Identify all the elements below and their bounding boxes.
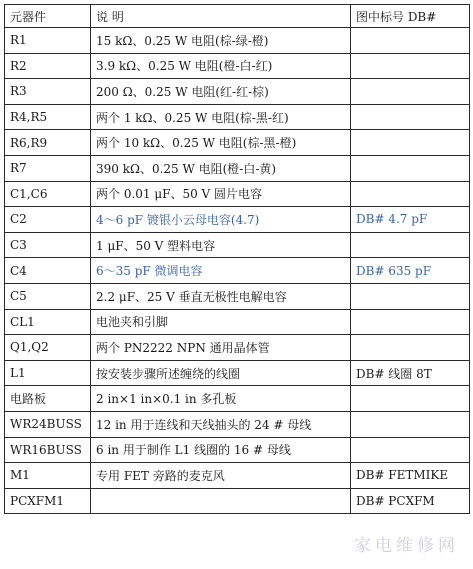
cell-component: C1,C6 [5,181,91,207]
cell-component: R6,R9 [5,130,91,156]
cell-component: R2 [5,53,91,79]
cell-label [351,79,470,105]
cell-label: DB# 线圈 8T [351,360,470,386]
table-row [5,488,470,514]
table-row [5,437,470,463]
cell-component: 电路板 [5,386,91,412]
cell-description: 两个 10 kΩ、0.25 W 电阻(棕-黑-橙) [91,130,351,156]
table-row [5,232,470,258]
table-row [5,463,470,489]
cell-component: Q1,Q2 [5,335,91,361]
cell-component: WR16BUSS [5,437,91,463]
cell-label [351,130,470,156]
cell-component: C3 [5,232,91,258]
cell-label [351,309,470,335]
header-row [5,5,470,28]
cell-description: 1 μF、50 V 塑料电容 [91,232,351,258]
watermark: 家电维修网 [354,536,459,556]
cell-component: C2 [5,207,91,233]
table-row [5,53,470,79]
cell-description: 3.9 kΩ、0.25 W 电阻(橙-白-红) [91,53,351,79]
cell-label [351,411,470,437]
cell-component: PCXFM1 [5,488,91,514]
cell-label [351,335,470,361]
cell-component: C5 [5,283,91,309]
cell-description: 两个 PN2222 NPN 通用晶体管 [91,335,351,361]
cell-component: CL1 [5,309,91,335]
cell-description: 390 kΩ、0.25 W 电阻(橙-白-黄) [91,155,351,181]
table-row [5,104,470,130]
table-row [5,258,470,284]
cell-label [351,155,470,181]
table-row [5,283,470,309]
cell-component: C4 [5,258,91,284]
table-row [5,335,470,361]
cell-label [351,232,470,258]
table-row [5,155,470,181]
cell-description: 两个 0.01 μF、50 V 圆片电容 [91,181,351,207]
parts-table [4,4,470,514]
cell-description: 12 in 用于连线和天线抽头的 24 # 母线 [91,411,351,437]
table-row [5,28,470,54]
cell-description: 2 in×1 in×0.1 in 多孔板 [91,386,351,412]
cell-description: 200 Ω、0.25 W 电阻(红-红-棕) [91,79,351,105]
table-row [5,411,470,437]
cell-component: R4,R5 [5,104,91,130]
cell-description: 6～35 pF 微调电容 [91,258,351,284]
cell-description: 15 kΩ、0.25 W 电阻(棕-绿-橙) [91,28,351,54]
cell-label [351,28,470,54]
cell-description [91,488,351,514]
cell-component: WR24BUSS [5,411,91,437]
table-row [5,181,470,207]
table-row [5,386,470,412]
cell-description: 电池夹和引脚 [91,309,351,335]
cell-description: 2.2 μF、25 V 垂直无极性电解电容 [91,283,351,309]
table-row [5,207,470,233]
table-row [5,79,470,105]
cell-label: DB# FETMIKE [351,463,470,489]
cell-label: DB# 635 pF [351,258,470,284]
table-row [5,309,470,335]
cell-description: 4～6 pF 镀银小云母电容(4.7) [91,207,351,233]
header-label: 图中标号 DB# [351,5,470,28]
cell-label [351,386,470,412]
cell-label [351,104,470,130]
parts-list [4,4,469,564]
cell-component: R7 [5,155,91,181]
header-description: 说 明 [91,5,351,28]
cell-description: 两个 1 kΩ、0.25 W 电阻(棕-黑-红) [91,104,351,130]
cell-label: DB# 4.7 pF [351,207,470,233]
cell-label: DB# PCXFM [351,488,470,514]
cell-description: 6 in 用于制作 L1 线圈的 16 # 母线 [91,437,351,463]
cell-label [351,283,470,309]
cell-label [351,181,470,207]
cell-component: R3 [5,79,91,105]
cell-label [351,53,470,79]
cell-description: 专用 FET 旁路的麦克风 [91,463,351,489]
cell-component: R1 [5,28,91,54]
cell-component: M1 [5,463,91,489]
table-row [5,130,470,156]
cell-label [351,437,470,463]
cell-component: L1 [5,360,91,386]
cell-description: 按安装步骤所述缠绕的线圈 [91,360,351,386]
table-row [5,360,470,386]
header-component: 元器件 [5,5,91,28]
